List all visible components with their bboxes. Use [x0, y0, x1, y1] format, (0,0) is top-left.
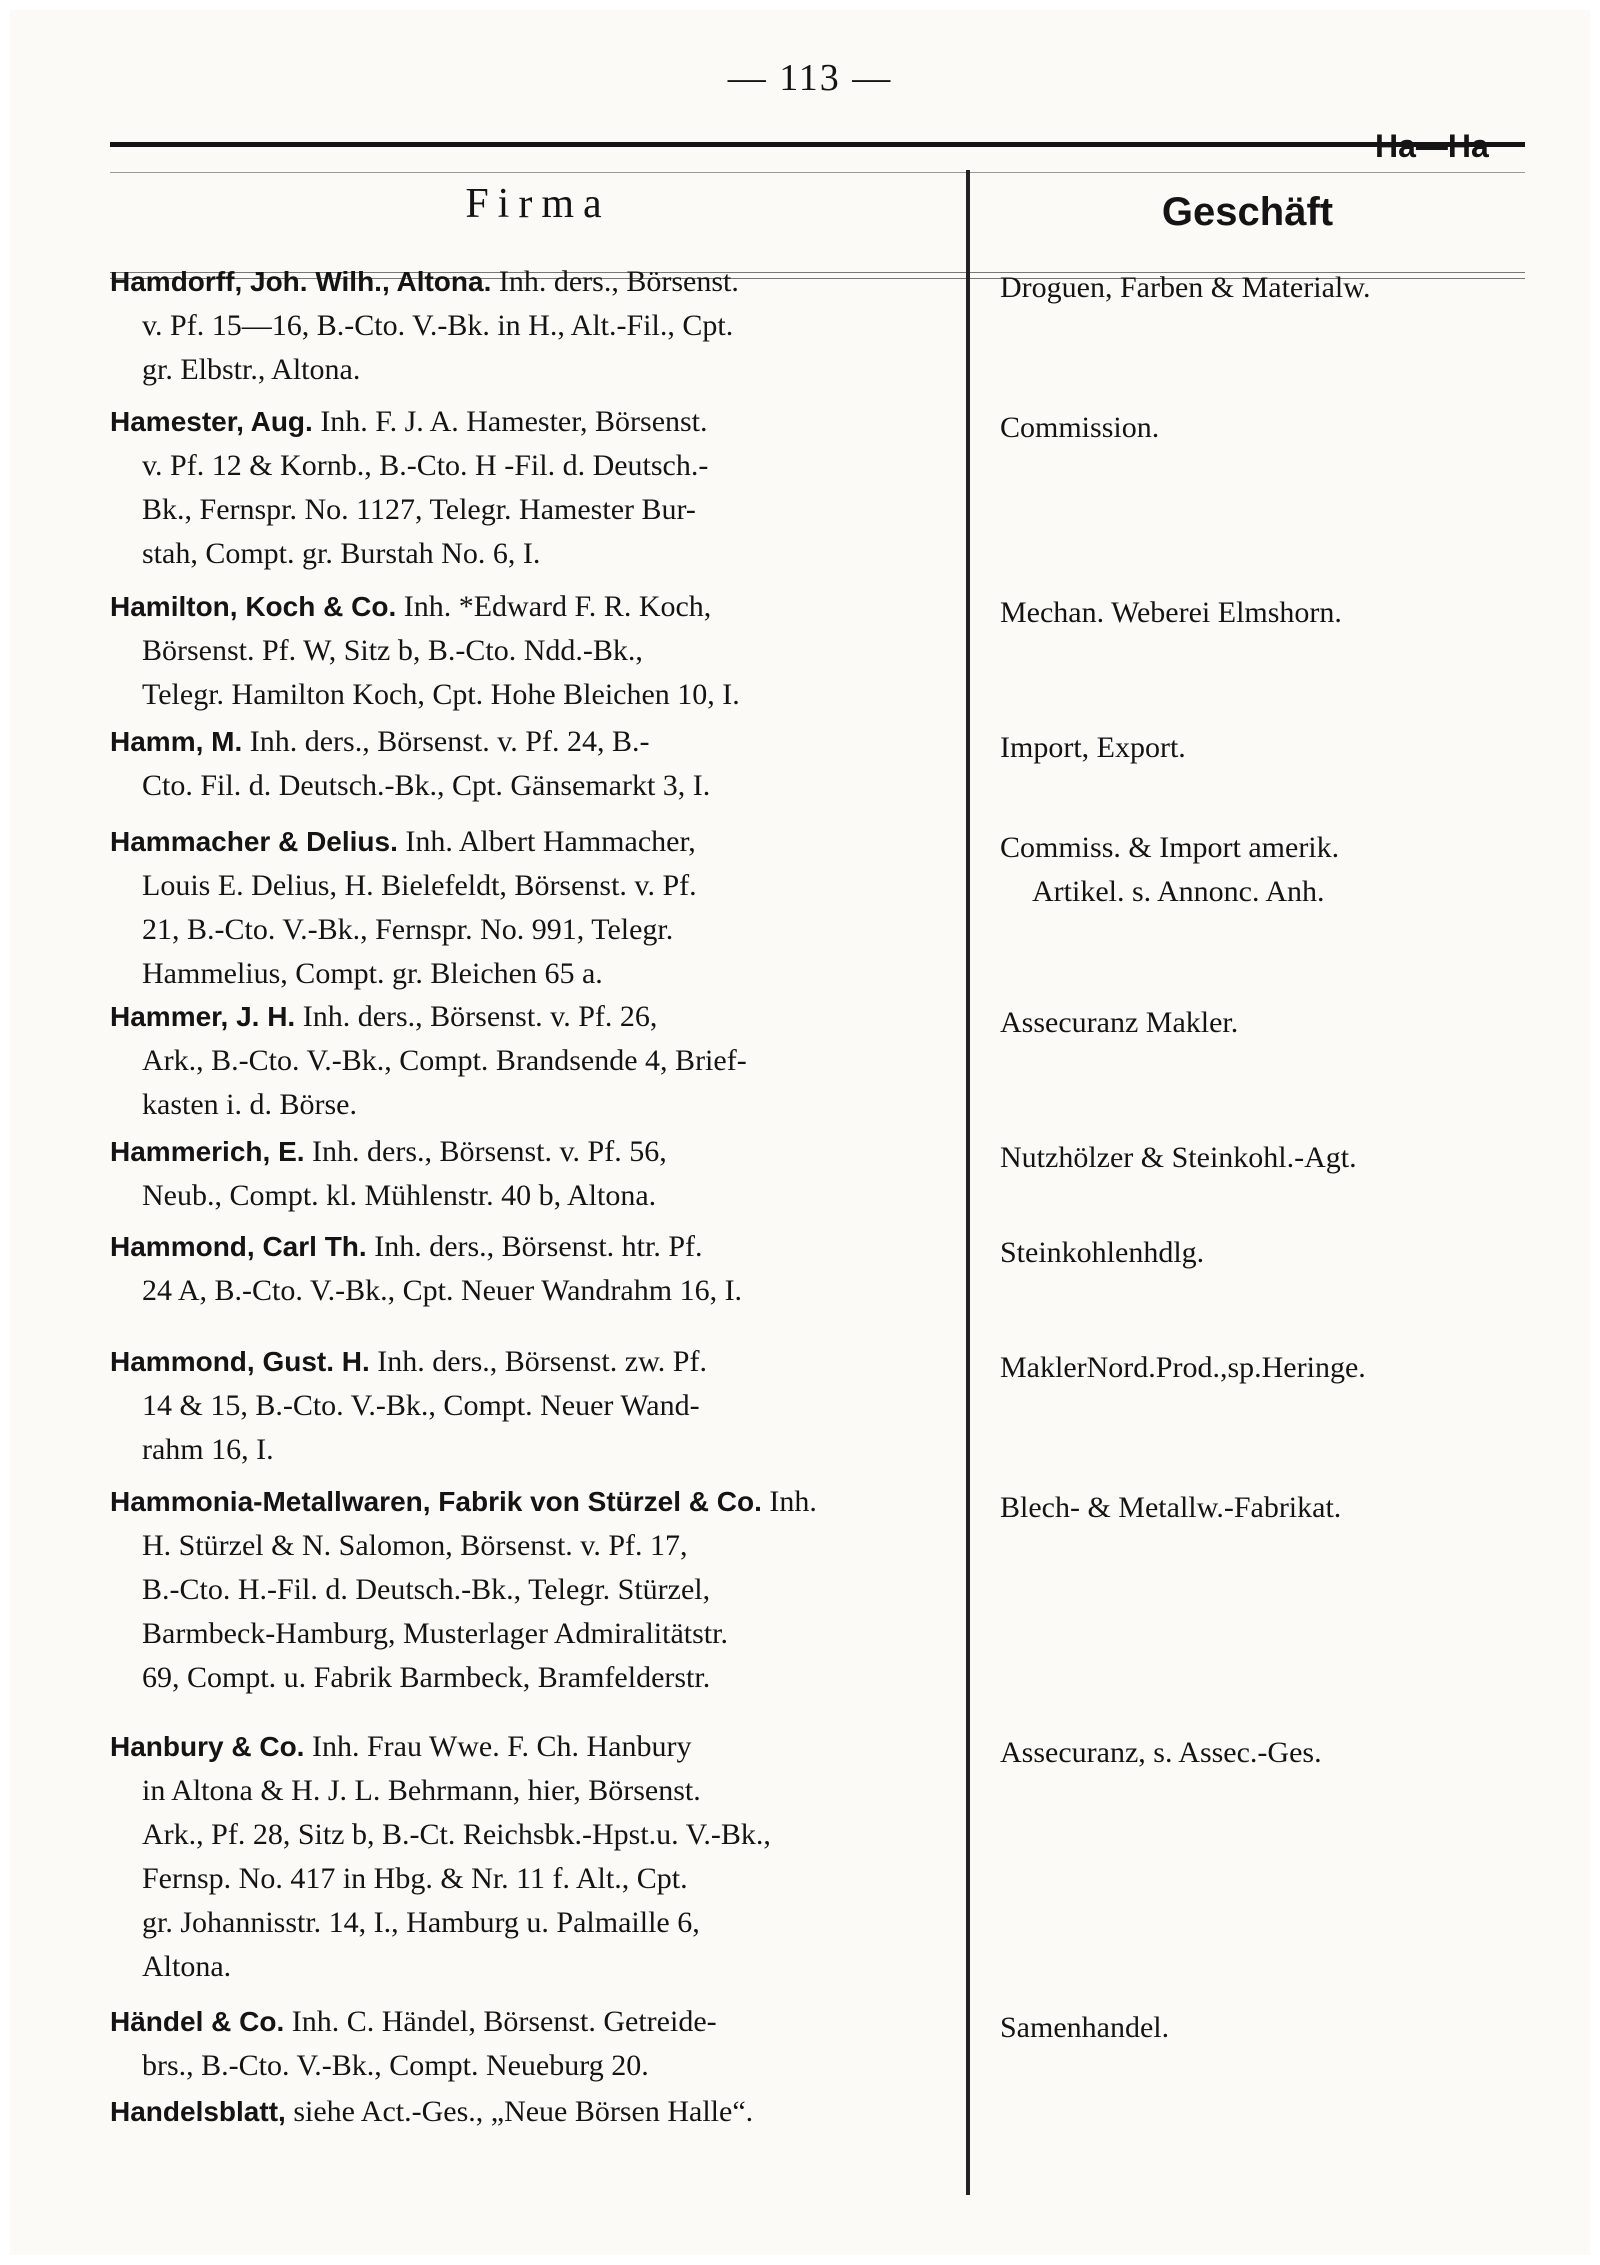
firm-name: Hamilton, Koch & Co.: [110, 591, 397, 622]
firma-line: Altona.: [142, 1950, 232, 1983]
firma-cell: [110, 1725, 960, 1989]
business-line: Samenhandel.: [1000, 2011, 1170, 2044]
firma-cell: [110, 1480, 960, 1700]
firma-line: 21, B.-Cto. V.-Bk., Fernspr. No. 991, Telegr.: [142, 913, 674, 946]
firma-cell: [110, 1340, 960, 1472]
firma-first-line: [110, 820, 960, 864]
firma-line: Telegr. Hamilton Koch, Cpt. Hohe Bleichen 10, I.: [142, 678, 740, 711]
geschaeft-cell: [1000, 1001, 1520, 1045]
firma-first-line: [110, 1130, 960, 1174]
firm-name: Hammond, Gust. H.: [110, 1346, 370, 1377]
firma-line: v. Pf. 15—16, B.-Cto. V.-Bk. in H., Alt.-Fil., Cpt.: [142, 309, 734, 342]
firma-first-line: [110, 1225, 960, 1269]
top-rule: [110, 142, 1525, 147]
geschaeft-cell: [1000, 406, 1520, 450]
column-header-geschaeft: Geschäft: [1161, 190, 1334, 234]
firma-line: in Altona & H. J. L. Behrmann, hier, Börsenst.: [142, 1774, 701, 1807]
firma-cell: [110, 260, 960, 392]
firm-name: Händel & Co.: [110, 2006, 285, 2037]
firm-name: Hamester, Aug.: [110, 406, 313, 437]
firma-first-line: [110, 1725, 960, 1769]
firma-details: Inh. ders., Börsenst. v. Pf. 24, B.-: [242, 725, 650, 758]
firma-cell: [110, 1225, 960, 1313]
business-line: Mechan. Weberei Elmshorn.: [1000, 596, 1342, 629]
firma-line: kasten i. d. Börse.: [142, 1088, 357, 1121]
firma-line: gr. Johannisstr. 14, I., Hamburg u. Palmaille 6,: [142, 1906, 700, 1939]
firma-details: Inh. F. J. A. Hamester, Börsenst.: [312, 405, 708, 438]
business-line: Commiss. & Import amerik.: [1000, 831, 1340, 864]
firma-details: Inh. Frau Wwe. F. Ch. Hanbury: [304, 1730, 692, 1763]
business-line: Blech- & Metallw.-Fabrikat.: [1000, 1491, 1342, 1524]
firma-line: Bk., Fernspr. No. 1127, Telegr. Hamester Bur-: [142, 493, 696, 526]
firma-details: Inh. ders., Börsenst. v. Pf. 56,: [304, 1135, 667, 1168]
firm-name: Hamm, M.: [110, 726, 243, 757]
business-line: Steinkohlenhdlg.: [1000, 1236, 1205, 1269]
business-line: MaklerNord.Prod.,sp.Heringe.: [1000, 1351, 1366, 1384]
business-line: Assecuranz, s. Assec.-Ges.: [1000, 1736, 1322, 1769]
firma-line: gr. Elbstr., Altona.: [142, 353, 361, 386]
firma-line: B.-Cto. H.-Fil. d. Deutsch.-Bk., Telegr. Stürzel,: [142, 1573, 711, 1606]
firma-first-line: [110, 260, 960, 304]
firma-first-line: [110, 720, 960, 764]
firma-cell: [110, 1130, 960, 1218]
firm-name: Hammer, J. H.: [110, 1001, 296, 1032]
geschaeft-cell: [1000, 591, 1520, 635]
geschaeft-cell: [1000, 1136, 1520, 1180]
firm-name: Hammond, Carl Th.: [110, 1231, 367, 1262]
firma-cell: [110, 2000, 960, 2088]
firma-details: Inh. C. Händel, Börsenst. Getreide-: [284, 2005, 717, 2038]
firma-cell: [110, 585, 960, 717]
firma-cell: [110, 820, 960, 996]
firma-details: Inh. ders., Börsenst. v. Pf. 26,: [295, 1000, 658, 1033]
page-number: — 113 —: [727, 57, 893, 99]
business-line: Nutzhölzer & Steinkohl.-Agt.: [1000, 1141, 1357, 1174]
firm-name: Hamdorff, Joh. Wilh., Altona.: [110, 266, 492, 297]
firma-line: rahm 16, I.: [142, 1433, 274, 1466]
geschaeft-cell: [1000, 1486, 1520, 1530]
firma-line: Fernsp. No. 417 in Hbg. & Nr. 11 f. Alt., Cpt.: [142, 1862, 688, 1895]
firm-name: Hanbury & Co.: [110, 1731, 305, 1762]
firm-name: Handelsblatt,: [110, 2096, 286, 2127]
firma-first-line: [110, 1480, 960, 1524]
firma-line: Hammelius, Compt. gr. Bleichen 65 a.: [142, 957, 603, 990]
firma-line: 69, Compt. u. Fabrik Barmbeck, Bramfelderstr.: [142, 1661, 711, 1694]
firma-first-line: [110, 400, 960, 444]
firma-details: Inh. ders., Börsenst.: [491, 265, 739, 298]
firm-name: Hammacher & Delius.: [110, 826, 398, 857]
business-line: Assecuranz Makler.: [1000, 1006, 1239, 1039]
column-header-firma: Firma: [465, 181, 611, 227]
firma-details: Inh. ders., Börsenst. zw. Pf.: [369, 1345, 707, 1378]
firma-line: Börsenst. Pf. W, Sitz b, B.-Cto. Ndd.-Bk.,: [142, 634, 643, 667]
firma-first-line: [110, 2090, 960, 2134]
column-divider: [966, 170, 970, 2195]
business-line: Import, Export.: [1000, 731, 1186, 764]
firma-first-line: [110, 1340, 960, 1384]
firma-details: siehe Act.-Ges., „Neue Börsen Halle“.: [285, 2095, 754, 2128]
geschaeft-cell: [1000, 2006, 1520, 2050]
geschaeft-cell: [1000, 1346, 1520, 1390]
firma-line: brs., B.-Cto. V.-Bk., Compt. Neueburg 20.: [142, 2049, 649, 2082]
firm-name: Hammerich, E.: [110, 1136, 305, 1167]
firma-cell: [110, 995, 960, 1127]
firma-first-line: [110, 585, 960, 629]
top-rule-thin: [110, 172, 1525, 173]
firma-cell: [110, 400, 960, 576]
firma-first-line: [110, 2000, 960, 2044]
geschaeft-cell: [1000, 1231, 1520, 1275]
firma-details: Inh.: [761, 1485, 817, 1518]
firma-line: Cto. Fil. d. Deutsch.-Bk., Cpt. Gänsemarkt 3, I.: [142, 769, 711, 802]
firma-details: Inh. ders., Börsenst. htr. Pf.: [366, 1230, 703, 1263]
geschaeft-cell: [1000, 826, 1520, 914]
firma-line: stah, Compt. gr. Burstah No. 6, I.: [142, 537, 541, 570]
firma-cell: [110, 720, 960, 808]
firma-details: Inh. *Edward F. R. Koch,: [396, 590, 712, 623]
business-line: Droguen, Farben & Materialw.: [1000, 271, 1371, 304]
geschaeft-cell: [1000, 266, 1520, 310]
business-line: Commission.: [1000, 411, 1160, 444]
geschaeft-cell: [1000, 1731, 1520, 1775]
firma-line: Louis E. Delius, H. Bielefeldt, Börsenst. v. Pf.: [142, 869, 697, 902]
firma-line: Barmbeck-Hamburg, Musterlager Admiralitätstr.: [142, 1617, 728, 1650]
firma-line: 14 & 15, B.-Cto. V.-Bk., Compt. Neuer Wand-: [142, 1389, 700, 1422]
firma-line: v. Pf. 12 & Kornb., B.-Cto. H -Fil. d. Deutsch.-: [142, 449, 709, 482]
firma-line: Neub., Compt. kl. Mühlenstr. 40 b, Altona.: [142, 1179, 657, 1212]
firma-line: Ark., Pf. 28, Sitz b, B.-Ct. Reichsbk.-Hpst.u. V.-Bk.,: [142, 1818, 771, 1851]
geschaeft-cell: [1000, 726, 1520, 770]
business-line: Artikel. s. Annonc. Anh.: [1032, 875, 1325, 908]
firma-first-line: [110, 995, 960, 1039]
firma-line: H. Stürzel & N. Salomon, Börsenst. v. Pf. 17,: [142, 1529, 688, 1562]
firma-line: Ark., B.-Cto. V.-Bk., Compt. Brandsende 4, Brief-: [142, 1044, 747, 1077]
firm-name: Hammonia-Metallwaren, Fabrik von Stürzel & Co.: [110, 1486, 762, 1517]
firma-details: Inh. Albert Hammacher,: [397, 825, 696, 858]
firma-line: 24 A, B.-Cto. V.-Bk., Cpt. Neuer Wandrahm 16, I.: [142, 1274, 743, 1307]
firma-cell: [110, 2090, 960, 2134]
